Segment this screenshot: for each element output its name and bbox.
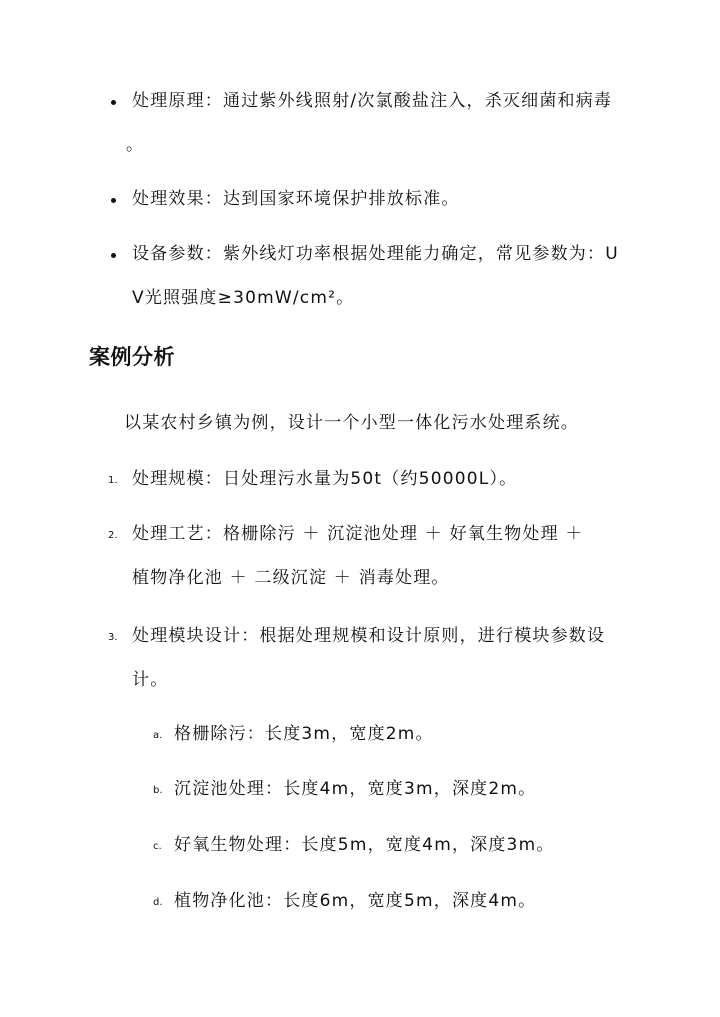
numbered-text-line-1: 处理规模：日处理污水量为50t（约50000L）。 — [132, 469, 518, 489]
list-number: 3. — [108, 632, 118, 643]
bullet-dot-icon — [111, 198, 116, 203]
sub-item-text: 格栅除污：长度3m，宽度2m。 — [174, 724, 434, 744]
sub-item-letter: d. — [153, 897, 163, 908]
numbered-text-line-1: 处理模块设计：根据处理规模和设计原则，进行模块参数设 — [132, 626, 606, 646]
bullet-text-line-2: V光照强度≥30mW/cm²。 — [132, 288, 355, 308]
sub-item-letter: c. — [153, 841, 162, 852]
intro-paragraph: 以某农村乡镇为例，设计一个小型一体化污水处理系统。 — [124, 413, 579, 433]
sub-item-text: 好氧生物处理：长度5m，宽度4m，深度3m。 — [174, 835, 555, 855]
bullet-text-line-2: 。 — [126, 135, 145, 155]
bullet-text-line-1: 处理效果：达到国家环境保护排放标准。 — [132, 189, 460, 209]
sub-item-letter: b. — [153, 785, 163, 796]
list-number: 2. — [108, 530, 118, 541]
numbered-text-line-2: 计。 — [132, 670, 169, 690]
numbered-text-line-1: 处理工艺：格栅除污 ＋ 沉淀池处理 ＋ 好氧生物处理 ＋ — [132, 524, 584, 544]
numbered-text-line-2: 植物净化池 ＋ 二级沉淀 ＋ 消毒处理。 — [132, 568, 450, 588]
sub-item-text: 植物净化池：长度6m，宽度5m，深度4m。 — [174, 891, 537, 911]
list-number: 1. — [108, 475, 118, 486]
section-heading: 案例分析 — [89, 345, 175, 369]
sub-item-text: 沉淀池处理：长度4m，宽度3m，深度2m。 — [174, 779, 537, 799]
bullet-text-line-1: 设备参数：紫外线灯功率根据处理能力确定，常见参数为：U — [132, 244, 619, 264]
bullet-dot-icon — [111, 253, 116, 258]
bullet-dot-icon — [111, 100, 116, 105]
bullet-text-line-1: 处理原理：通过紫外线照射/次氯酸盐注入，杀灭细菌和病毒 — [132, 91, 613, 111]
sub-item-letter: a. — [153, 730, 163, 741]
